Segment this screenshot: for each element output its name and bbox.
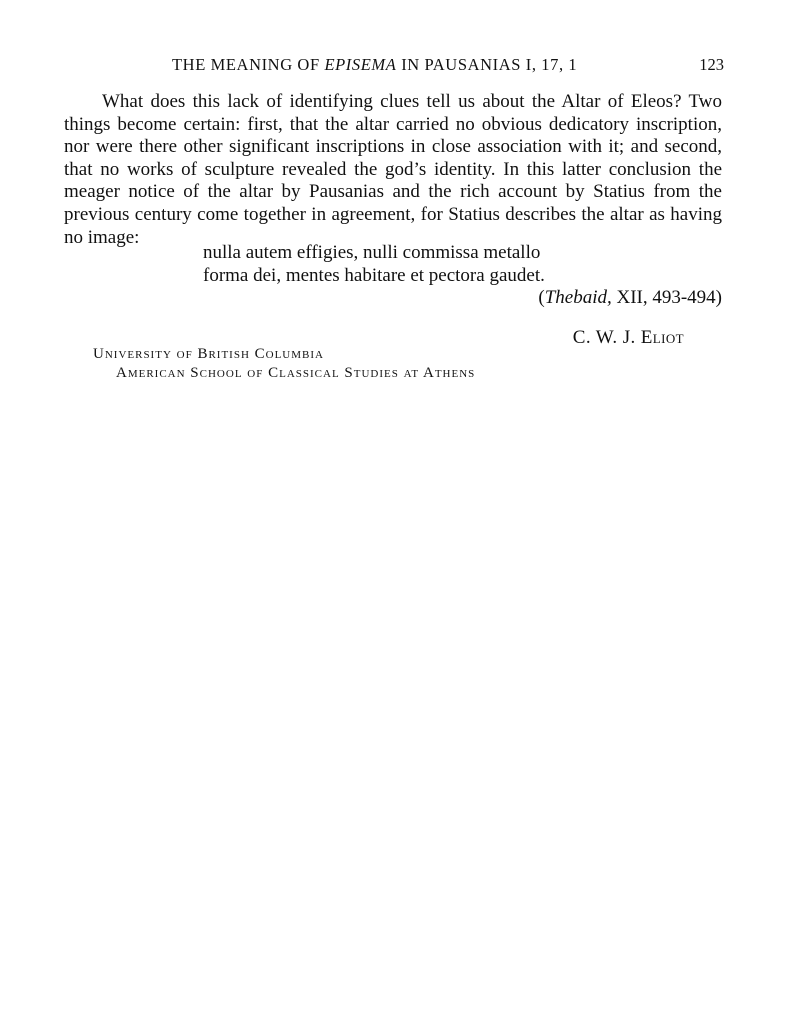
author-affiliation: [93, 345, 475, 383]
body-paragraph: What does this lack of identifying clues tell us about the Altar of Eleos? Two things become certain: first, that the altar carried no obvious dedicatory inscription, nor were there other significant inscriptions in close association with it; and second, that no works of sculpture revealed the god’s identity. In this latter conclusion the meager notice of the altar by Pausanias and the rich account by Statius from the previous century come together in agreement, for Statius describes the altar as having no image:: [64, 91, 722, 248]
affiliation-line-2: American School of Classical Studies at Athens: [116, 365, 476, 381]
running-title-part1: THE MEANING OF: [172, 55, 325, 74]
citation-work: Thebaid,: [544, 287, 612, 308]
affiliation-line-1: University of British Columbia: [93, 346, 324, 362]
verse-line-1: nulla autem effigies, nulli commissa metallo: [203, 242, 541, 263]
citation-ref: XII, 493-494): [611, 287, 722, 308]
running-title-italic: EPISEMA: [324, 55, 397, 74]
author-signature: C. W. J. Eliot: [572, 327, 684, 348]
page-number: 123: [699, 55, 724, 74]
running-title: [172, 55, 577, 75]
verse-citation: [538, 287, 722, 309]
running-head: [64, 55, 724, 79]
citation-open: (: [538, 287, 545, 308]
running-title-part2: IN PAUSANIAS I, 17, 1: [396, 55, 578, 74]
verse-quotation: [203, 241, 545, 287]
verse-line-2: forma dei, mentes habitare et pectora gaudet.: [203, 265, 545, 286]
